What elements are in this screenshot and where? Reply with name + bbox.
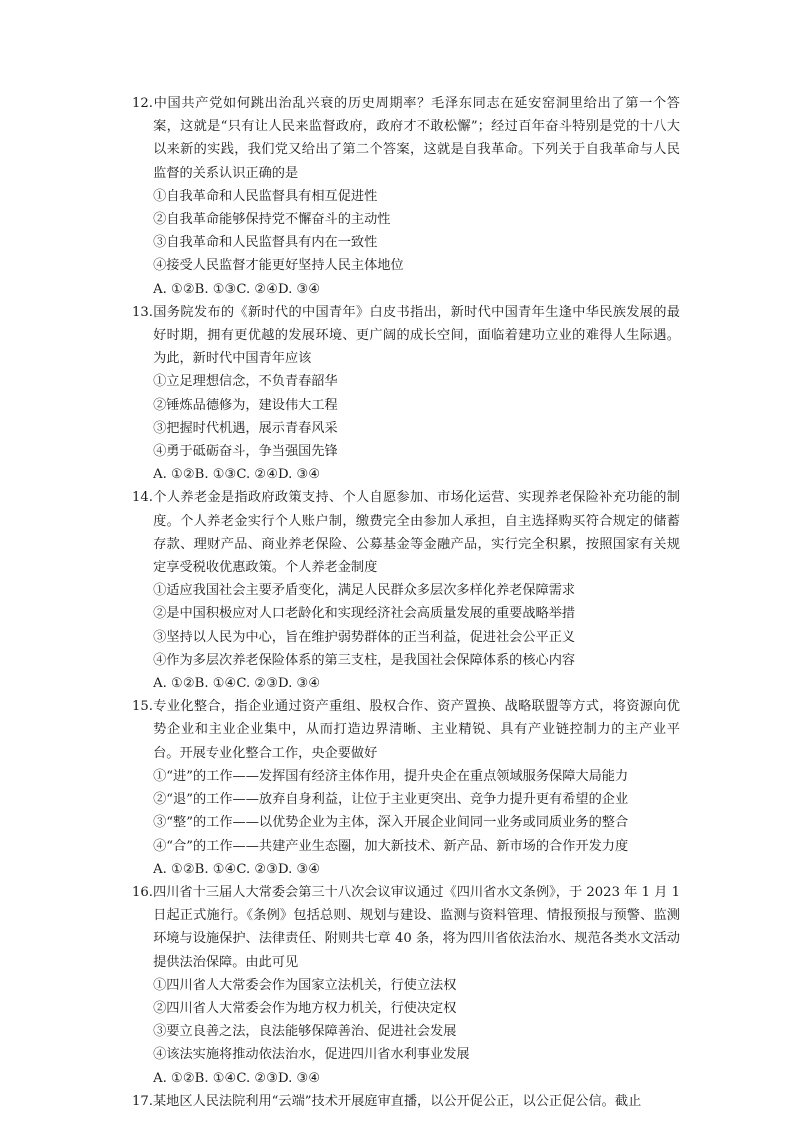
- question-text: 中国共产党如何跳出治乱兴衰的历史周期率？毛泽东同志在延安窑洞里给出了第一个答案，这就是“只有让人民来监督政府，政府才不敢松懈”；经过百年奋斗特别是党的十八大以来新的实践，我们党又给出了第二个答案，这就是自我革命。下列关于自我革命与人民监督的关系认识正确的是: [152, 96, 680, 181]
- question-16: [132, 881, 680, 1090]
- question-number: 12.: [132, 96, 153, 111]
- option-item: ②锤炼品德修为，建设伟大工程: [153, 397, 338, 413]
- option-item: ①立足理想信念，不负青春韶华: [153, 374, 338, 390]
- option-item: ①“进”的工作——发挥国有经济主体作用，提升央企在重点领域服务保障大局能力: [153, 768, 629, 784]
- question-number: 14.: [132, 490, 153, 506]
- option-item: ②自我革命能够保持党不懈奋斗的主动性: [153, 212, 391, 228]
- option-list: [132, 765, 680, 858]
- option-item: ④作为多层次养老保险体系的第三支柱，是我国社会保障体系的核心内容: [153, 652, 576, 668]
- option-item: ③自我革命和人民监督具有内在一致性: [153, 235, 378, 251]
- exam-page: [132, 92, 680, 1113]
- question-stem: [132, 1090, 680, 1113]
- option-item: ③坚持以人民为中心，旨在维护弱势群体的正当利益，促进社会公平正义: [153, 629, 576, 645]
- option-item: ③“整”的工作——以优势企业为主体，深入开展企业间同一业务或同质业务的整合: [153, 815, 629, 831]
- option-item: ④“合”的工作——共建产业生态圈，加大新技术、新产品、新市场的合作开发力度: [153, 838, 629, 854]
- option-item: ②四川省人大常委会作为地方权力机关，行使决定权: [153, 1000, 457, 1016]
- question-text: 国务院发布的《新时代的中国青年》白皮书指出，新时代中国青年生逢中华民族发展的最好时期，拥有更优越的发展环境、更广阔的成长空间，面临着建功立业的难得人生际遇。为此，新时代中国青年应该: [152, 304, 680, 367]
- option-item: ④勇于砥砺奋斗，争当强国先锋: [153, 444, 338, 460]
- option-item: ③要立良善之法，良法能够保障善治、促进社会发展: [153, 1024, 457, 1040]
- option-item: ②“退”的工作——放弃自身利益，让位于主业更突出、竞争力提升更有希望的企业: [153, 792, 629, 808]
- question-15: [132, 695, 680, 881]
- question-text: 四川省十三届人大常委会第三十八次会议审议通过《四川省水文条例》，于 2023 年 1 月 1 日起正式施行。《条例》包括总则、规划与建设、监测与资料管理、情报预报与预警、监测环境与设施保护、法律责任、附则共七章 40 条，将为四川省依法治水、规范各类水文活动提供法治保障。由此可见: [152, 884, 680, 970]
- question-text: 个人养老金是指政府政策支持、个人自愿参加、市场化运营、实现养老保险补充功能的制度。个人养老金实行个人账户制，缴费完全由参加人承担，自主选择购买符合规定的储蓄存款、理财产品、商业养老保险、公募基金等金融产品，实行完全积累，按照国家有关规定享受税收优惠政策。个人养老金制度: [152, 490, 680, 576]
- option-list: [132, 974, 680, 1067]
- question-12: [132, 92, 680, 301]
- answer-choices: A. ①②B. ①③C. ②④D. ③④: [153, 467, 321, 483]
- question-17: [132, 1090, 680, 1113]
- question-13: [132, 301, 680, 487]
- answer-choices: A. ①②B. ①④C. ②③D. ③④: [153, 1070, 321, 1086]
- question-stem: [132, 486, 680, 579]
- option-list: [132, 579, 680, 672]
- question-number: 17.: [132, 1093, 153, 1109]
- option-item: ③把握时代机遇，展示青春风采: [153, 420, 338, 436]
- question-stem: [132, 301, 680, 371]
- question-number: 16.: [132, 884, 153, 900]
- option-list: [132, 370, 680, 463]
- question-14: [132, 486, 680, 695]
- answer-choices: A. ①②B. ①③C. ②④D. ③④: [153, 281, 321, 297]
- answer-choices: A. ①②B. ①④C. ②③D. ③④: [153, 861, 321, 877]
- option-item: ②是中国积极应对人口老龄化和实现经济社会高质量发展的重要战略举措: [153, 606, 576, 622]
- answer-choices: A. ①②B. ①④C. ②③D. ③④: [153, 676, 321, 692]
- question-stem: [132, 695, 680, 765]
- option-item: ①自我革命和人民监督具有相互促进性: [153, 188, 378, 204]
- option-list: [132, 185, 680, 278]
- question-text: 专业化整合，指企业通过资产重组、股权合作、资产置换、战略联盟等方式，将资源向优势企业和主业企业集中，从而打造边界清晰、主业精锐、具有产业链控制力的主产业平台。开展专业化整合工作，央企要做好: [152, 699, 680, 761]
- option-item: ④该法实施将推动依法治水，促进四川省水利事业发展: [153, 1047, 470, 1063]
- question-text: 某地区人民法院利用“云端”技术开展庭审直播，以公开促公正，以公正促公信。截止: [152, 1093, 642, 1109]
- question-number: 15.: [132, 699, 153, 715]
- question-number: 13.: [132, 304, 153, 320]
- option-item: ①四川省人大常委会作为国家立法机关，行使立法权: [153, 977, 457, 993]
- option-item: ①适应我国社会主要矛盾变化，满足人民群众多层次多样化养老保障需求: [153, 583, 576, 599]
- question-stem: [132, 92, 680, 185]
- option-item: ④接受人民监督才能更好坚持人民主体地位: [153, 258, 404, 274]
- question-stem: [132, 881, 680, 974]
